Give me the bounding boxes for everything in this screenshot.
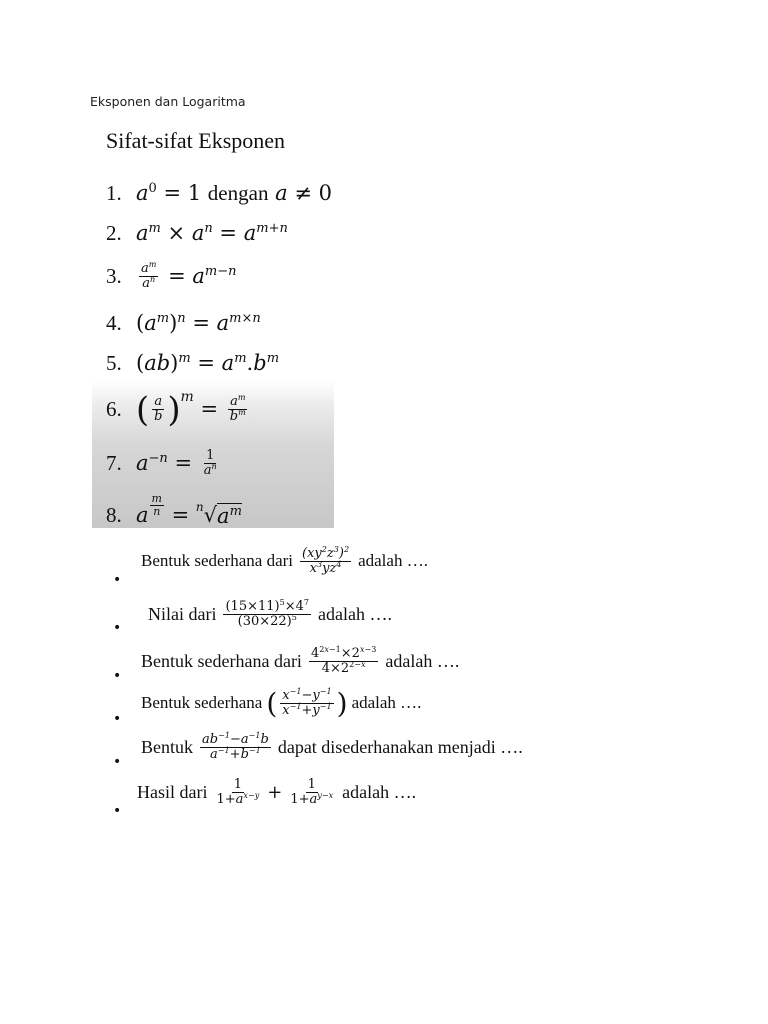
- property-1: 1. $a^0$ = 1 dengan a ≠ 0: [106, 180, 332, 205]
- question-prefix: Bentuk sederhana: [141, 693, 263, 712]
- property-4: 4. ( $a^m$ ) $^n$ = $a^{m\times n}$: [106, 310, 261, 335]
- property-number: 3.: [106, 263, 122, 288]
- bullet-icon: •: [113, 803, 122, 819]
- question-expression: $\frac{(xy^2z^3)^2}{x^3yz^4}$: [302, 545, 350, 576]
- property-number: 8.: [106, 502, 122, 527]
- property-6: 6. ( $\frac{a}{b}$ ) m = $\frac{a^m}{b^m}$: [106, 389, 246, 429]
- question-suffix: dapat disederhanakan menjadi ….: [277, 736, 523, 757]
- question-suffix: adalah ….: [358, 551, 428, 570]
- bullet-icon: •: [113, 754, 122, 770]
- property-5: 5. ( ab ) $^m$ = $a^m$ . $b^m$: [106, 350, 280, 375]
- question-prefix: Bentuk sederhana dari: [141, 650, 302, 671]
- bullet-icon: •: [113, 572, 122, 588]
- property-2: 2. $a^m$ × $a^n$ = $a^{m+n}$: [106, 220, 288, 245]
- question-prefix: Bentuk sederhana dari: [141, 551, 293, 570]
- property-number: 5.: [106, 350, 122, 375]
- exponent-properties-image: [92, 118, 334, 528]
- question-expression: $\frac{ab^{-1}-a^{-1}b}{a^{-1}+b^{-1}}$: [202, 731, 269, 762]
- property-number: 7.: [106, 450, 122, 475]
- properties-heading: Sifat-sifat Eksponen: [106, 128, 286, 153]
- question-suffix: adalah ….: [342, 781, 417, 802]
- question-suffix: adalah ….: [351, 693, 422, 712]
- property-3: 3. $\frac{a^m}{a^n}$ = $a^{m-n}$: [106, 260, 237, 291]
- question-expression: $\frac{x^{-1}-y^{-1}}{x^{-1}+y^{-1}}$: [282, 687, 332, 718]
- dengan-word: dengan: [207, 180, 269, 205]
- question-prefix: Bentuk: [141, 736, 193, 757]
- bullet-icon: •: [113, 620, 122, 636]
- question-expression: $\frac{1}{1+a^{x-y}}$: [216, 776, 260, 807]
- question-prefix: Hasil dari: [137, 781, 208, 802]
- property-7: 7. $a^{-n}$ = $\frac{1}{a^n}$: [106, 447, 217, 478]
- question-suffix: adalah ….: [385, 650, 460, 671]
- question-expression: $\frac{4^{2x-1}\times 2^{x-3}}{4\times 2^{2-x}}$: [310, 645, 377, 676]
- question-expression: $\frac{1}{1+a^{y-x}}$: [290, 776, 334, 807]
- property-number: 4.: [106, 310, 122, 335]
- property-number: 6.: [106, 396, 122, 421]
- question-expression: $\frac{(15\times 11)^5\times 4^7}{(30\times 22)^5}$: [225, 598, 310, 629]
- bullet-icon: •: [113, 668, 122, 684]
- property-number: 1.: [106, 180, 122, 205]
- question-suffix: adalah ….: [318, 603, 392, 624]
- question-prefix: Nilai dari: [148, 603, 217, 624]
- document-title: Eksponen dan Logaritma: [90, 94, 246, 109]
- property-number: 2.: [106, 220, 122, 245]
- bullet-icon: •: [113, 711, 122, 727]
- property-8: 8. a $\frac{m}{n}$ = n √ $a^m$: [106, 491, 242, 528]
